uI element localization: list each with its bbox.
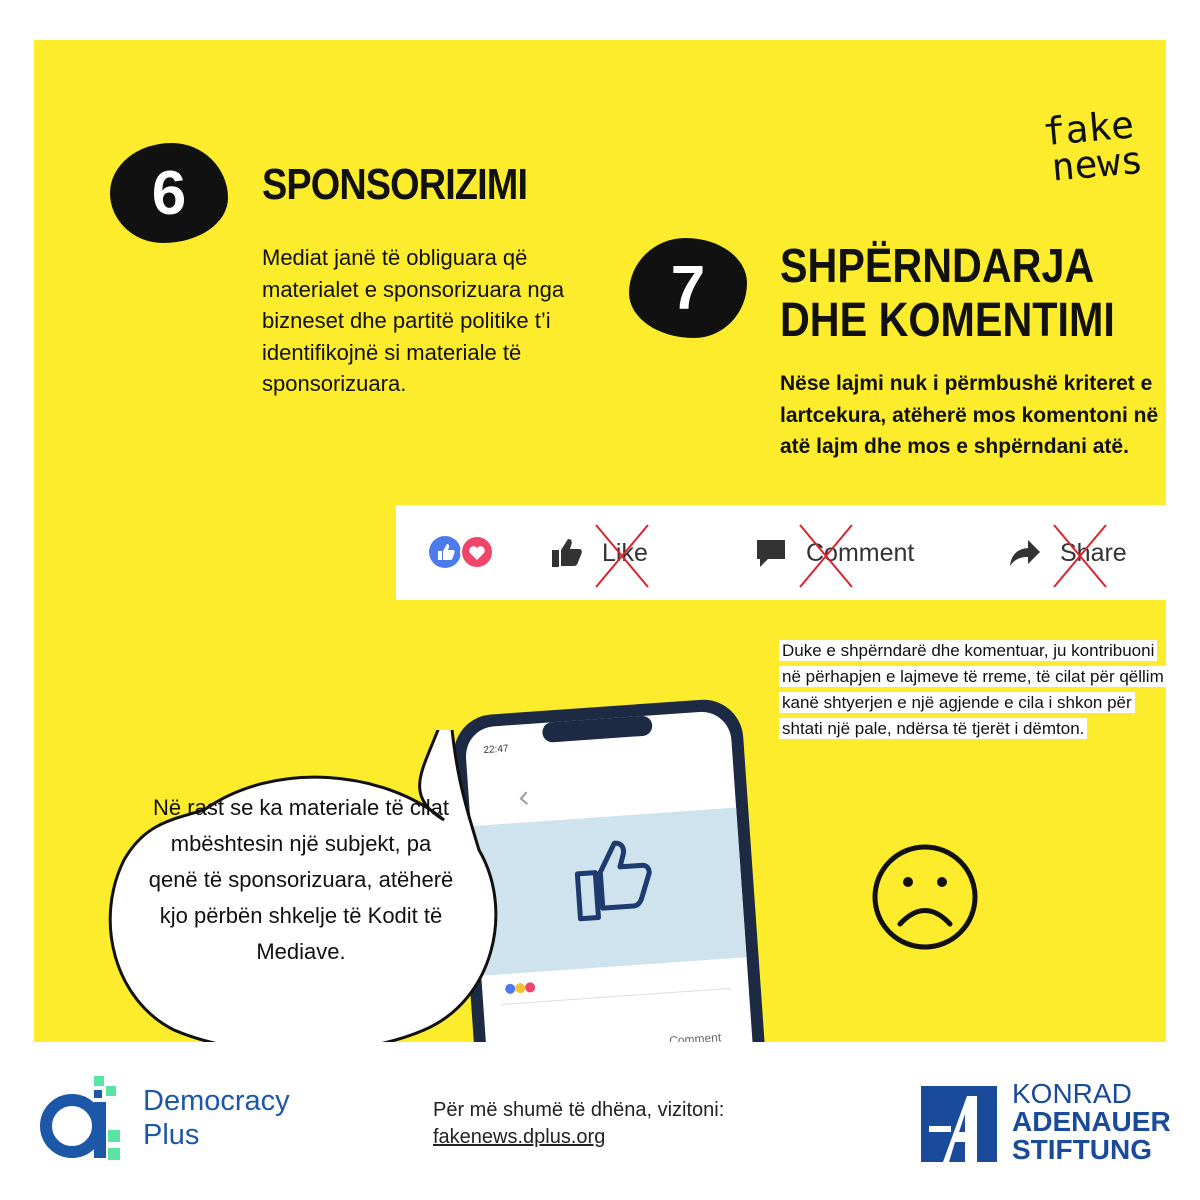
red-cross-mark	[794, 521, 858, 591]
facebook-action-bar	[396, 505, 1166, 600]
visit-url-link[interactable]: fakenews.dplus.org	[433, 1126, 606, 1148]
democracy-plus-name: Democracy Plus	[143, 1085, 290, 1151]
sad-face-icon	[870, 842, 980, 952]
konrad-adenauer-name: KONRAD ADENAUER STIFTUNG	[1012, 1078, 1171, 1165]
poster-panel	[34, 40, 1166, 1056]
section-7-title: SHPËRNDARJA DHE KOMENTIMI	[780, 240, 1115, 347]
share-arrow-icon	[1008, 536, 1042, 570]
konrad-adenauer-logo	[921, 1086, 997, 1162]
section-6-title: SPONSORIZIMI	[262, 160, 528, 209]
visit-info	[433, 1097, 724, 1151]
phone-like-label: Like	[563, 1039, 587, 1056]
section-7-body: Nëse lajmi nuk i përmbushë kriteret e lartcekura, atëherë mos komentoni në atë lajm dhe mos e shpërndani atë.	[780, 372, 1159, 458]
visit-label: Për më shumë të dhëna, vizitoni:	[433, 1099, 725, 1121]
fake-news-logo	[1040, 102, 1145, 190]
logo-text-news: news	[1049, 137, 1145, 190]
share-label: Share	[1060, 539, 1127, 568]
like-label: Like	[602, 539, 648, 568]
democracy-plus-logo	[36, 1068, 130, 1162]
share-action[interactable]	[1008, 531, 1127, 575]
number-badge-7: 7	[629, 238, 747, 338]
red-cross-mark	[590, 521, 654, 591]
speech-bubble-icon	[754, 536, 788, 570]
section-6-body: Mediat janë të obliguara që materialet e sponsorizuara nga bizneset dhe partitë politike t’i identifikojnë si materiale të sponsorizuara.	[262, 245, 565, 396]
comment-label: Comment	[806, 539, 914, 568]
phone-comment-label: Comment	[668, 1030, 722, 1048]
warning-note: Duke e shpërndarë dhe komentuar, ju kontribuoni në përhapjen e lajmeve të rreme, të cilat për qëllim kanë shtyerjen e një agjende e cila i shkon për shtati një pale, ndërsa të tjerët i dëmton.	[779, 638, 1166, 742]
speech-bubble-text: Në rast se ka materiale të cilat mbështesin një subjekt, pa qenë të sponsorizuara, atëherë kjo përbën shkelje të Kodit të Mediave.	[148, 795, 454, 964]
comment-action[interactable]	[754, 531, 914, 575]
number-badge-6: 6	[110, 143, 228, 243]
logo-text-fake: fake	[1040, 102, 1136, 155]
thumbs-up-icon	[550, 536, 584, 570]
like-action[interactable]	[550, 531, 648, 575]
reaction-icons	[428, 535, 498, 569]
red-cross-mark	[1048, 521, 1112, 591]
phone-time: 22:47	[483, 743, 509, 757]
